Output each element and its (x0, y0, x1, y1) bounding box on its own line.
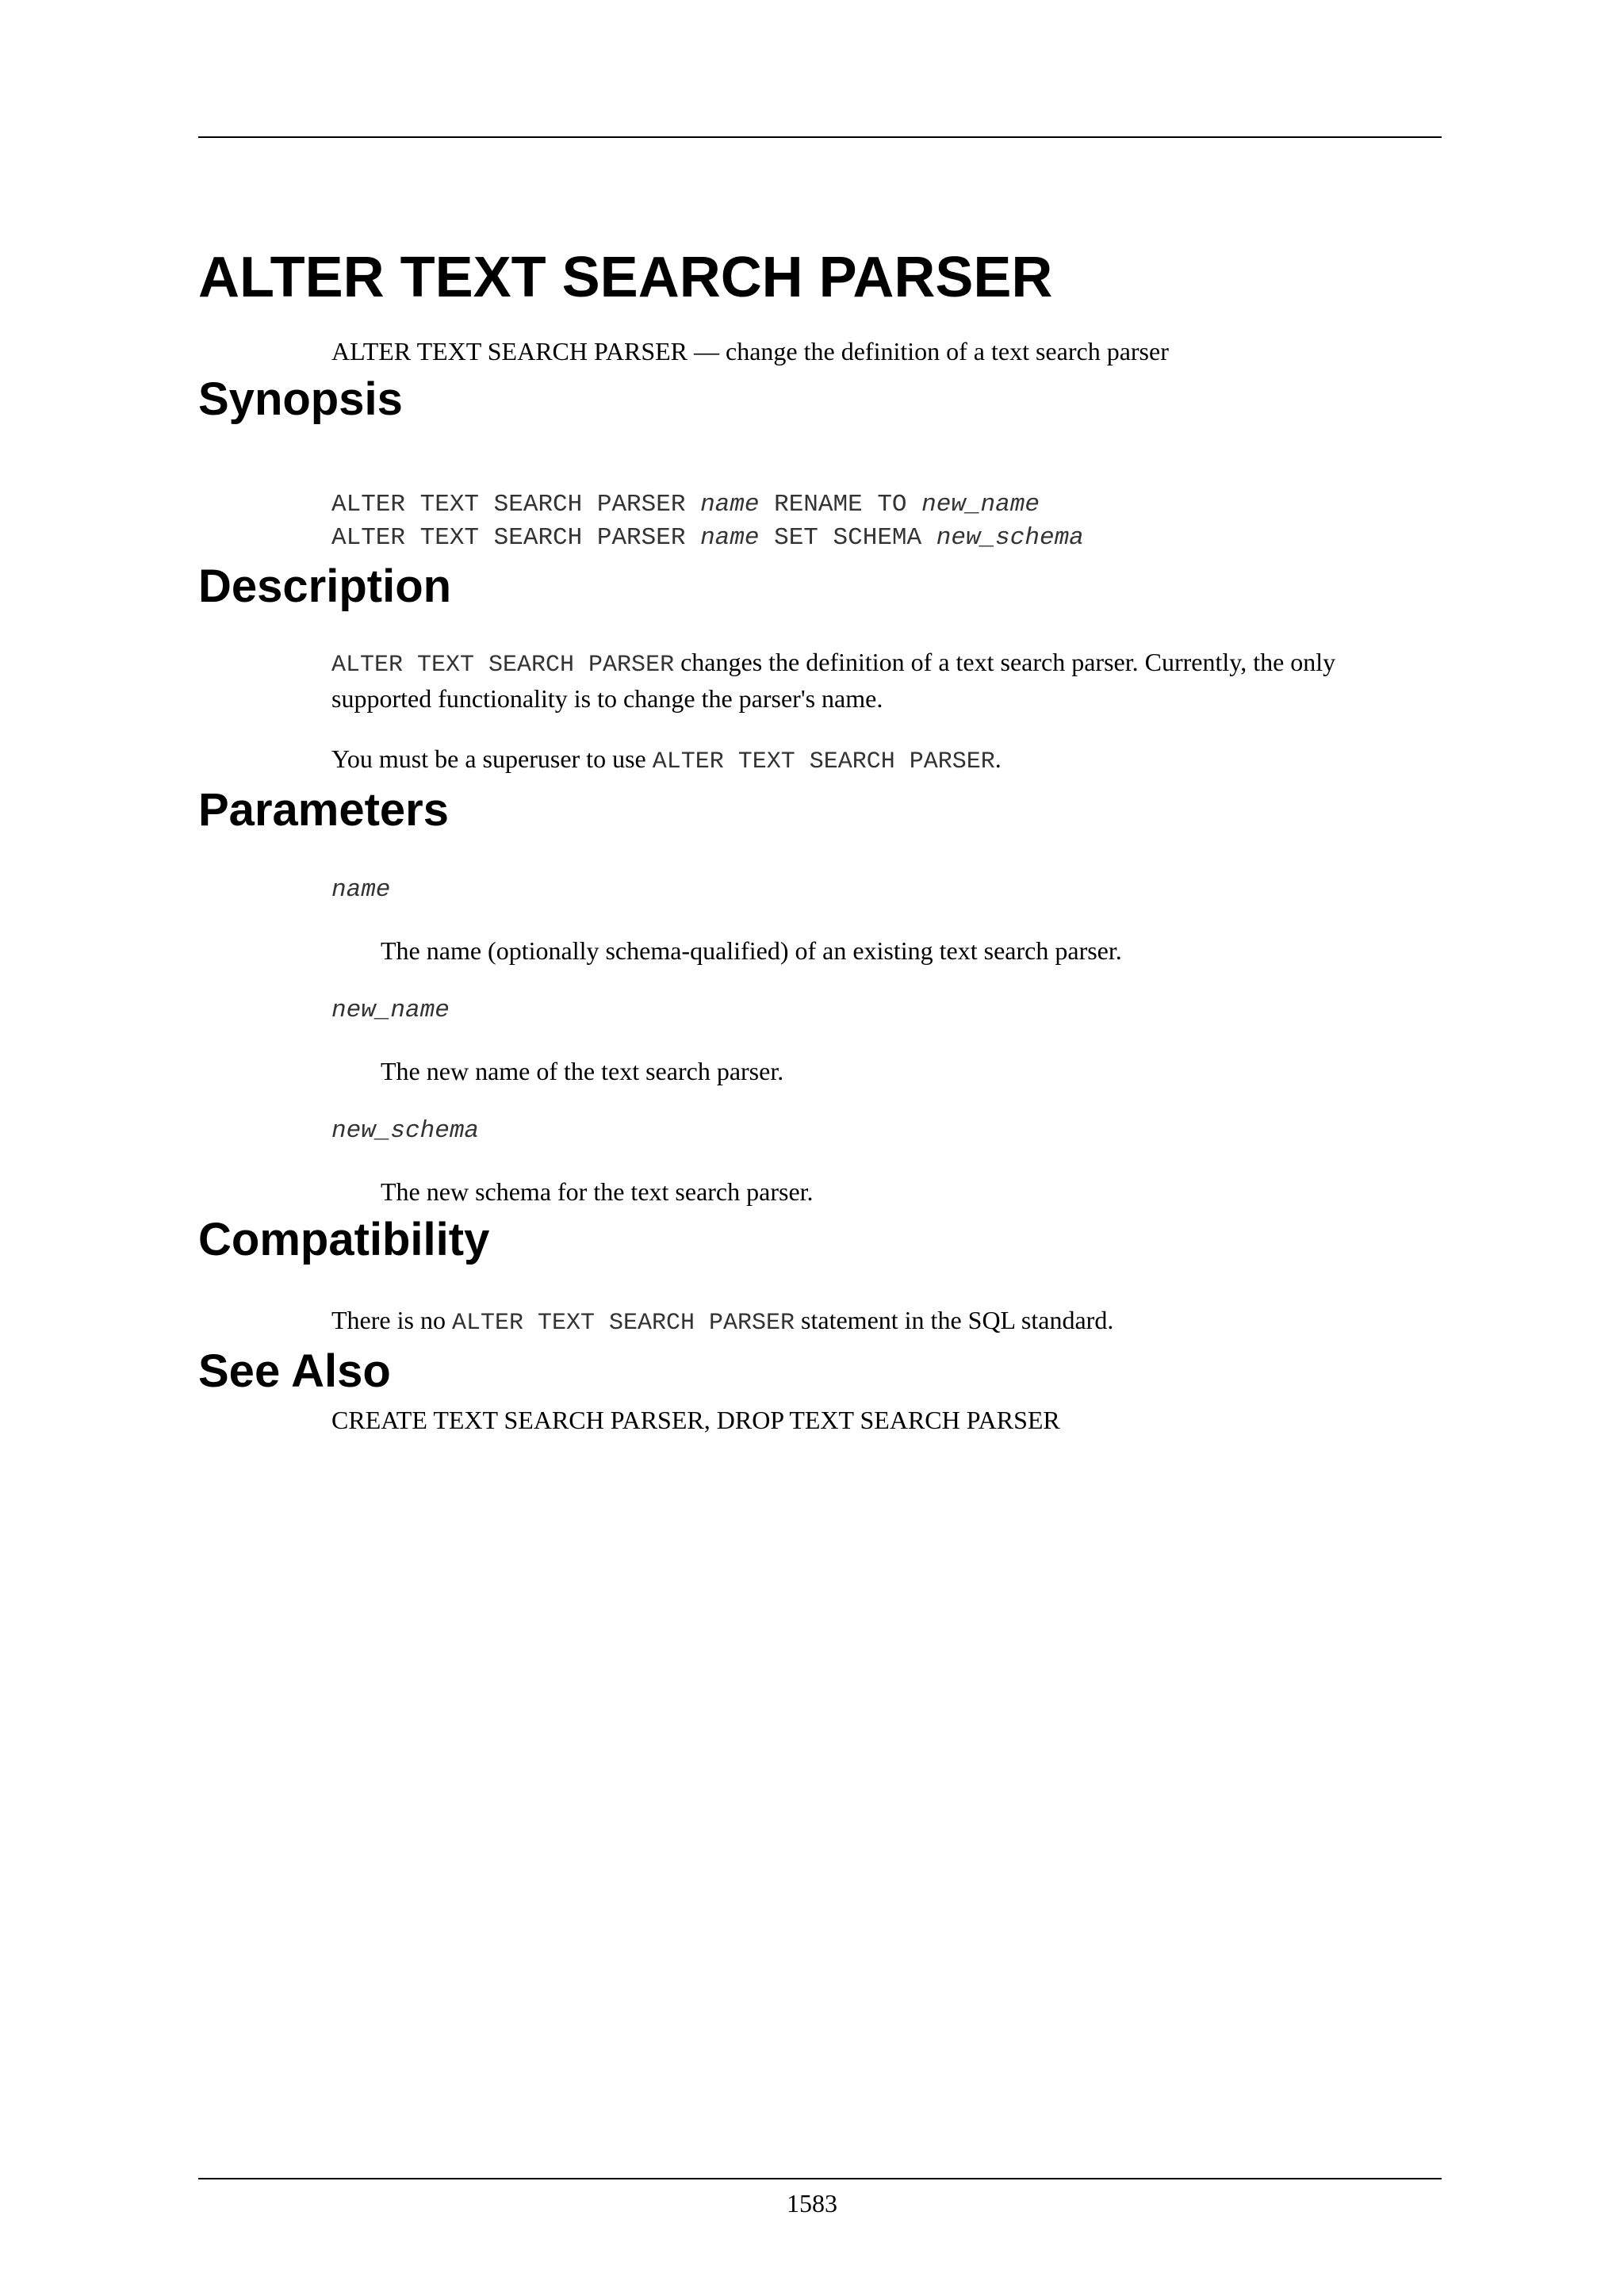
parameter-term: new_schema (331, 1117, 480, 1145)
compatibility-paragraph: There is no ALTER TEXT SEARCH PARSER statement in the SQL standard. (331, 1306, 1114, 1337)
see-also-heading: See Also (198, 1345, 391, 1397)
description-paragraph: ALTER TEXT SEARCH PARSER changes the definition of a text search parser. Currently, the only supported functionality is to change the parser's name. (331, 648, 1336, 713)
synopsis-block (331, 488, 1442, 555)
parameter-definition: The new schema for the text search parser. (381, 1177, 814, 1206)
parameter-term: new_name (331, 997, 450, 1024)
page-number: 1583 (787, 2189, 837, 2218)
command-literal: ALTER TEXT SEARCH PARSER (331, 652, 675, 679)
synopsis-line: ALTER TEXT SEARCH PARSER name SET SCHEMA new_schema (331, 524, 1084, 552)
synopsis-heading: Synopsis (198, 373, 403, 425)
compatibility-heading: Compatibility (198, 1214, 490, 1265)
parameter-definition: The new name of the text search parser. (381, 1057, 784, 1085)
synopsis-line: ALTER TEXT SEARCH PARSER name RENAME TO new_name (331, 491, 1040, 519)
description-heading: Description (198, 561, 452, 612)
header-rule (198, 136, 1442, 138)
parameter-term: name (331, 876, 391, 904)
command-literal: ALTER TEXT SEARCH PARSER (652, 748, 995, 775)
refpurpose: ALTER TEXT SEARCH PARSER — change the definition of a text search parser (331, 337, 1169, 365)
see-also-links[interactable]: CREATE TEXT SEARCH PARSER, DROP TEXT SEARCH PARSER (331, 1406, 1060, 1434)
parameter-definition: The name (optionally schema-qualified) of an existing text search parser. (381, 936, 1122, 965)
parameters-heading: Parameters (198, 784, 449, 836)
page-title: ALTER TEXT SEARCH PARSER (198, 246, 1053, 309)
footer-rule (198, 2178, 1442, 2179)
description-paragraph: You must be a superuser to use ALTER TEXT SEARCH PARSER. (331, 744, 1002, 775)
command-literal: ALTER TEXT SEARCH PARSER (451, 1310, 795, 1337)
refentry-content (198, 238, 1442, 1437)
